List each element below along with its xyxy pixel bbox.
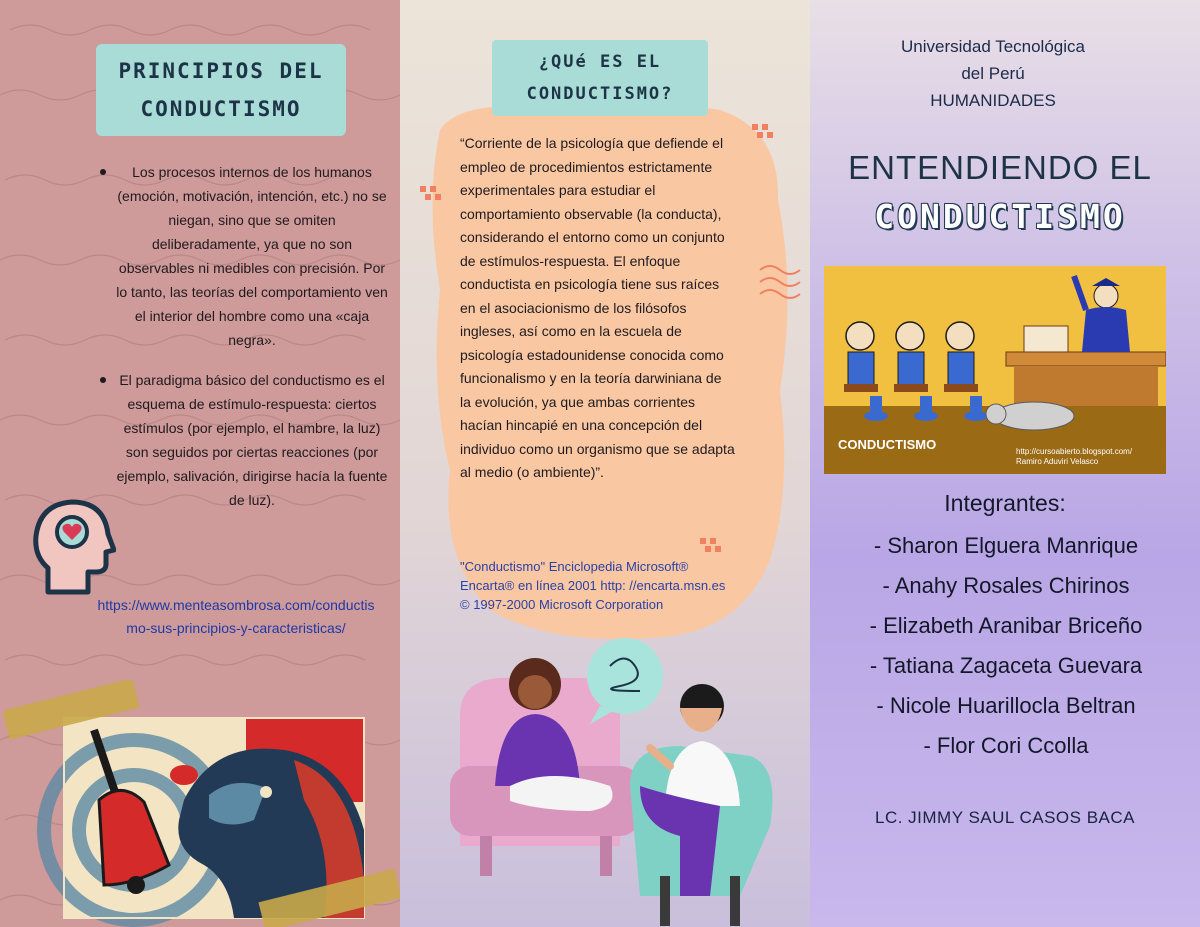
university-line3: HUMANIDADES [930, 91, 1056, 110]
members-heading: Integrantes: [944, 490, 1066, 516]
university-name [830, 33, 1156, 114]
middle-title-line2: CONDUCTISMO? [526, 84, 674, 104]
university-line1: Universidad Tecnológica [901, 37, 1085, 56]
head-heart-icon [30, 498, 116, 596]
middle-title-badge [492, 40, 708, 116]
left-title-line2: CONDUCTISMO [140, 97, 302, 121]
image-credit-line1: http://cursoabierto.blogspot.com/ [1016, 447, 1133, 456]
source-link[interactable]: https://www.menteasombrosa.com/conductismo-sus-principios-y-caracteristicas/ [97, 597, 375, 636]
image-credit-line2: Ramiro Aduviri Velasco [1016, 457, 1099, 466]
teacher-name: LC. JIMMY SAUL CASOS BACA [874, 808, 1135, 827]
left-title-badge [96, 44, 346, 136]
image-caption: CONDUCTISMO [838, 437, 937, 452]
classroom-cartoon [824, 266, 1166, 474]
list-item: - Nicole Huarillocla Beltran [876, 693, 1136, 718]
left-title-line1: PRINCIPIOS DEL [118, 59, 324, 83]
main-title-line1: ENTENDIENDO EL [848, 149, 1152, 186]
members-list [818, 526, 1194, 766]
main-title-line2: CONDUCTISMO [874, 197, 1126, 236]
therapy-session-illustration [440, 636, 800, 927]
list-item: - Elizabeth Aranibar Briceño [869, 613, 1143, 638]
university-line2: del Perú [961, 64, 1025, 83]
principles-list [100, 160, 390, 528]
list-item: Los procesos internos de los humanos (emoción, motivación, intención, etc.) no se niegan, sino que se omiten deliberadamente, ya que no son observables ni medibles con precisión. Por lo tanto, las teorías del comportamiento ven el interior del hombre como una «caja negra». [100, 160, 390, 352]
middle-title-line1: ¿QUé ES EL [538, 52, 662, 72]
list-item: - Tatiana Zagaceta Guevara [869, 653, 1143, 678]
list-item: - Flor Cori Ccolla [923, 733, 1089, 758]
list-item: - Sharon Elguera Manrique [873, 533, 1139, 558]
bell-dog-poster [4, 680, 400, 927]
definition-text: “Corriente de la psicología que defiende el empleo de procedimientos estrictamente experimentales para estudiar el comportamiento observable (la conducta), considerando el entorno como un conjunto de estímulos-respuesta. El enfoque conductista en psicología tiene sus raíces en el asociacionismo de los filósofos ingleses, así como en la escuela de psicología estadounidense conocida como funcionalismo y en la teoría darwiniana de la evolución, ya que ambas corrientes hacían hincapié en una concepción del individuo como un organismo que se adapta al medio (o ambiente)”. [460, 135, 735, 480]
citation-text: "Conductismo" Enciclopedia Microsoft® Encarta® en línea 2001 http: //encarta.msn.es © 1997-2000 Microsoft Corporation [460, 559, 726, 612]
list-item: El paradigma básico del conductismo es el esquema de estímulo-respuesta: ciertos estímulos (por ejemplo, el hambre, la luz) son seguidos por ciertas reacciones (por ejemplo, salivación, dirigirse hacía la fuente de luz). [100, 368, 390, 512]
list-item: - Anahy Rosales Chirinos [882, 573, 1130, 598]
